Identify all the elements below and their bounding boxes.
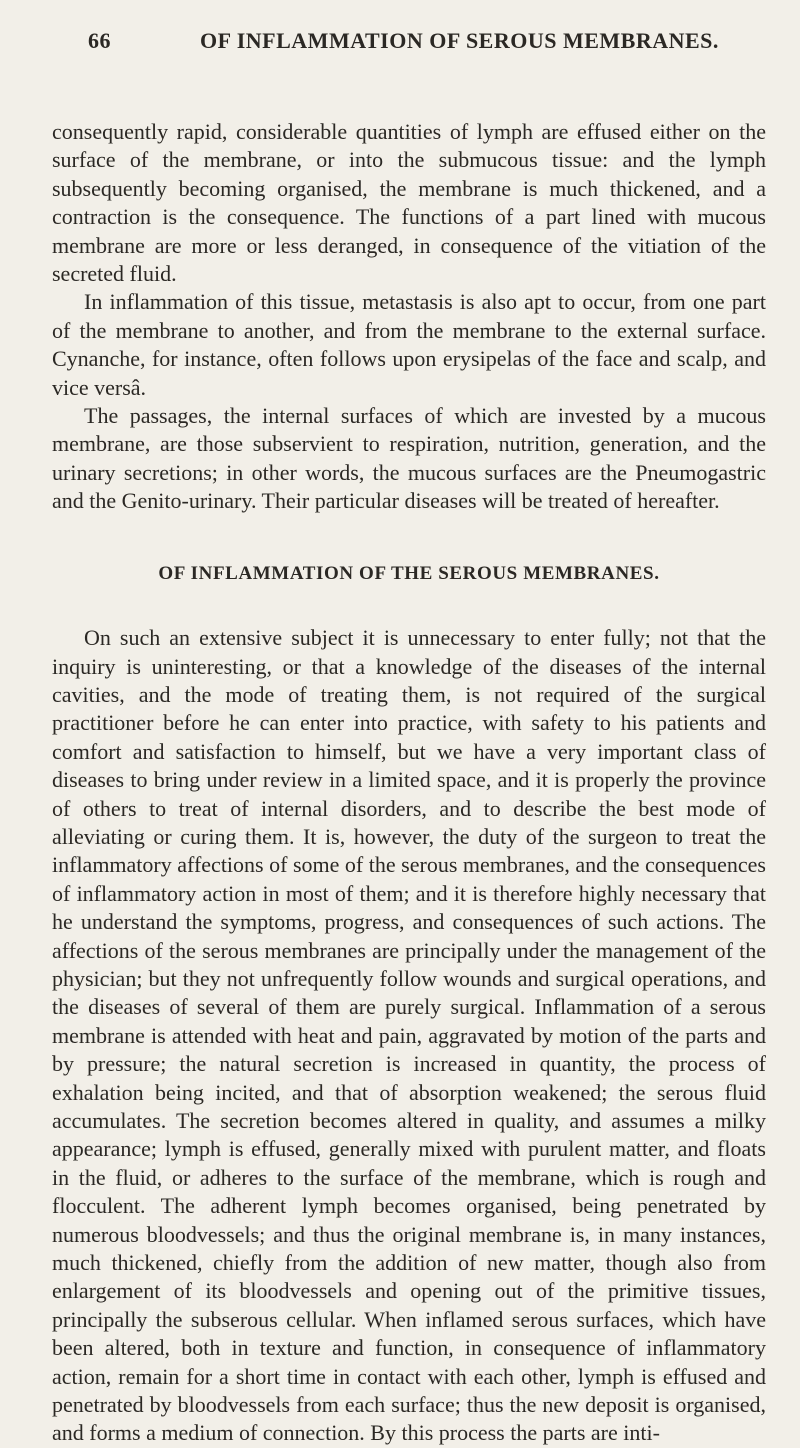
paragraph-metastasis: In inflammation of this tissue, metastasis is also apt to occur, from one part of the membrane to another, and from the membrane to the external surface. Cynanche, for instance, often follows upon erysipelas of the face and scalp, and vice versâ.	[52, 289, 766, 400]
running-head	[52, 18, 766, 58]
section-heading: OF INFLAMMATION OF THE SEROUS MEMBRANES.	[158, 562, 660, 584]
paragraph-continued: consequently rapid, considerable quantities of lymph are effused either on the surface of the membrane, or into the submucous tissue: and the lymph subsequently becoming organised, the membrane is much thickened, and a contraction is the consequence. The functions of a part lined with mucous membrane are more or less deranged, in consequence of the vitiation of the secreted fluid.	[52, 119, 766, 287]
paragraph-passages: The passages, the internal surfaces of which are invested by a mucous membrane, are those subservient to respiration, nutrition, generation, and the urinary secretions; in other words, the mucous surfaces are the Pneumogastric and the Genito-urinary. Their particular diseases will be treated of hereafter.	[52, 403, 766, 514]
body-text	[52, 118, 766, 1448]
running-head-title: OF INFLAMMATION OF SEROUS MEMBRANES.	[200, 28, 719, 53]
page-number: 66	[88, 28, 111, 53]
paragraph-serous-membranes: On such an extensive subject it is unnecessary to enter fully; not that the inquiry is uninteresting, or that a knowledge of the diseases of the internal cavities, and the mode of treating them, is not required of the surgical practitioner before he can enter into practice, with safety to his patients and comfort and satisfaction to himself, but we have a very important class of diseases to bring under review in a limited space, and it is properly the province of others to treat of internal disorders, and to describe the best mode of alleviating or curing them. It is, however, the duty of the surgeon to treat the inflammatory affections of some of the serous membranes, and the consequences of inflammatory action in most of them; and it is therefore highly necessary that he understand the symptoms, progress, and consequences of such actions. The affections of the serous membranes are principally under the management of the physician; but they not unfrequently follow wounds and surgical operations, and the diseases of several of them are purely surgical. Inflammation of a serous membrane is attended with heat and pain, aggravated by motion of the parts and by pressure; the natural secretion is increased in quantity, the process of exhalation being incited, and that of absorption weakened; the serous fluid accumulates. The secretion becomes altered in quality, and assumes a milky appearance; lymph is effused, generally mixed with purulent matter, and floats in the fluid, or adheres to the surface of the membrane, which is rough and flocculent. The adherent lymph becomes organised, being penetrated by numerous bloodvessels; and thus the original membrane is, in many instances, much thickened, chiefly from the addition of new matter, though also from enlargement of its bloodvessels and opening out of the primitive tissues, principally the subserous cellular. When inflamed serous surfaces, which have been altered, both in texture and function, in consequence of inflammatory action, remain for a short time in contact with each other, lymph is effused and penetrated by bloodvessels from each surface; thus the new deposit is organised, and forms a medium of connection. By this process the parts are inti-	[52, 625, 766, 1446]
